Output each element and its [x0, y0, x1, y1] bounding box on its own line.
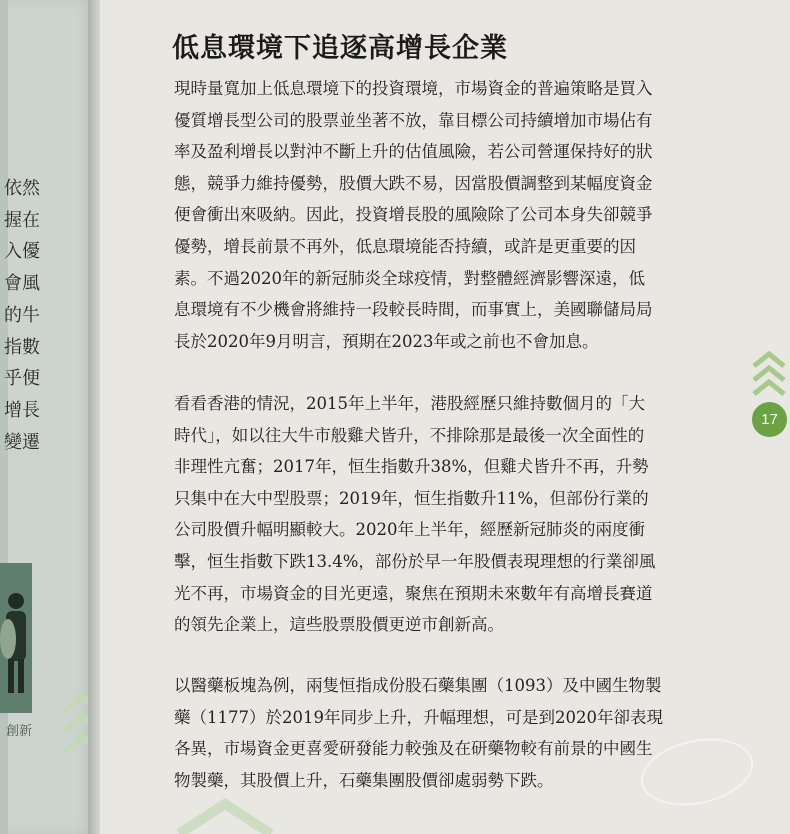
text-line: 各異，市場資金更喜愛研發能力較強及在研藥物較有前景的中國生	[174, 739, 653, 759]
left-line: 握在	[4, 209, 40, 231]
text-line: 態，競爭力維持優勢，股價大跌不易，因當股價調整到某幅度資金	[174, 173, 653, 193]
text-line: 藥（1177）於2019年同步上升，升幅理想，可是到2020年卻表現	[174, 707, 663, 727]
text-line: 的領先企業上，這些股票股價更逆市創新高。	[174, 615, 504, 635]
left-line: 指數	[4, 336, 40, 358]
text-line: 光不再，市場資金的目光更遠，聚焦在預期未來數年有高增長賽道	[174, 583, 653, 603]
text-line: 公司股價升幅明顯較大。2020年上半年，經歷新冠肺炎的兩度衝	[174, 520, 645, 540]
left-line: 會風	[4, 273, 40, 295]
page-title: 低息環境下追逐高增長企業	[172, 33, 508, 64]
text-line: 只集中在大中型股票；2019年，恒生指數升11%，但部份行業的	[174, 488, 649, 508]
text-line: 擊，恒生指數下跌13.4%，部份於早一年股價表現理想的行業卻風	[174, 551, 656, 571]
illustration	[0, 563, 32, 713]
page-number: 17	[752, 402, 787, 437]
left-page	[0, 0, 92, 834]
left-line: 依然	[4, 178, 40, 199]
text-line: 現時量寬加上低息環境下的投資環境，市場資金的普遍策略是買入	[174, 79, 653, 98]
chevron-up-icon	[752, 348, 786, 400]
paragraph-1	[174, 73, 730, 357]
text-line: 以醫藥板塊為例，兩隻恒指成份股石藥集團（1093）及中國生物製	[174, 676, 662, 695]
paragraph-2	[174, 388, 730, 641]
text-line: 看看香港的情況，2015年上半年，港股經歷只維持數個月的「大	[174, 394, 645, 413]
text-line: 優質增長型公司的股票並坐著不放，靠目標公司持續增加市場佔有	[174, 110, 653, 130]
left-line: 乎便	[4, 368, 40, 390]
text-line: 物製藥，其股價上升，石藥集團股價卻處弱勢下跌。	[174, 770, 554, 790]
text-line: 優勢，增長前景不再外，低息環境能否持續，或許是更重要的因	[174, 236, 636, 256]
chevron-up-icon	[175, 796, 275, 834]
text-line: 非理性亢奮；2017年，恒生指數升38%，但雞犬皆升不再，升勢	[174, 457, 649, 477]
text-line: 息環境有不少機會將維持一段較長時間，而事實上，美國聯儲局局	[174, 300, 653, 320]
left-line: 增長	[4, 399, 40, 421]
text-line: 率及盈利增長以對沖不斷上升的估值風險，若公司營運保持好的狀	[174, 142, 653, 162]
text-line: 長於2020年9月明言，預期在2023年或之前也不會加息。	[174, 331, 599, 351]
left-page-text	[0, 173, 40, 458]
left-line: 變遷	[4, 431, 40, 453]
left-caption: 創新	[5, 724, 32, 739]
left-line: 的牛	[4, 304, 40, 326]
left-line: 入優	[4, 241, 40, 263]
text-line: 時代」，如以往大牛市般雞犬皆升，不排除那是最後一次全面性的	[174, 425, 645, 445]
text-line: 素。不過2020年的新冠肺炎全球疫情，對整體經濟影響深遠，低	[174, 268, 645, 288]
text-line: 便會衝出來吸納。因此，投資增長股的風險除了公司本身失卻競爭	[174, 205, 653, 225]
